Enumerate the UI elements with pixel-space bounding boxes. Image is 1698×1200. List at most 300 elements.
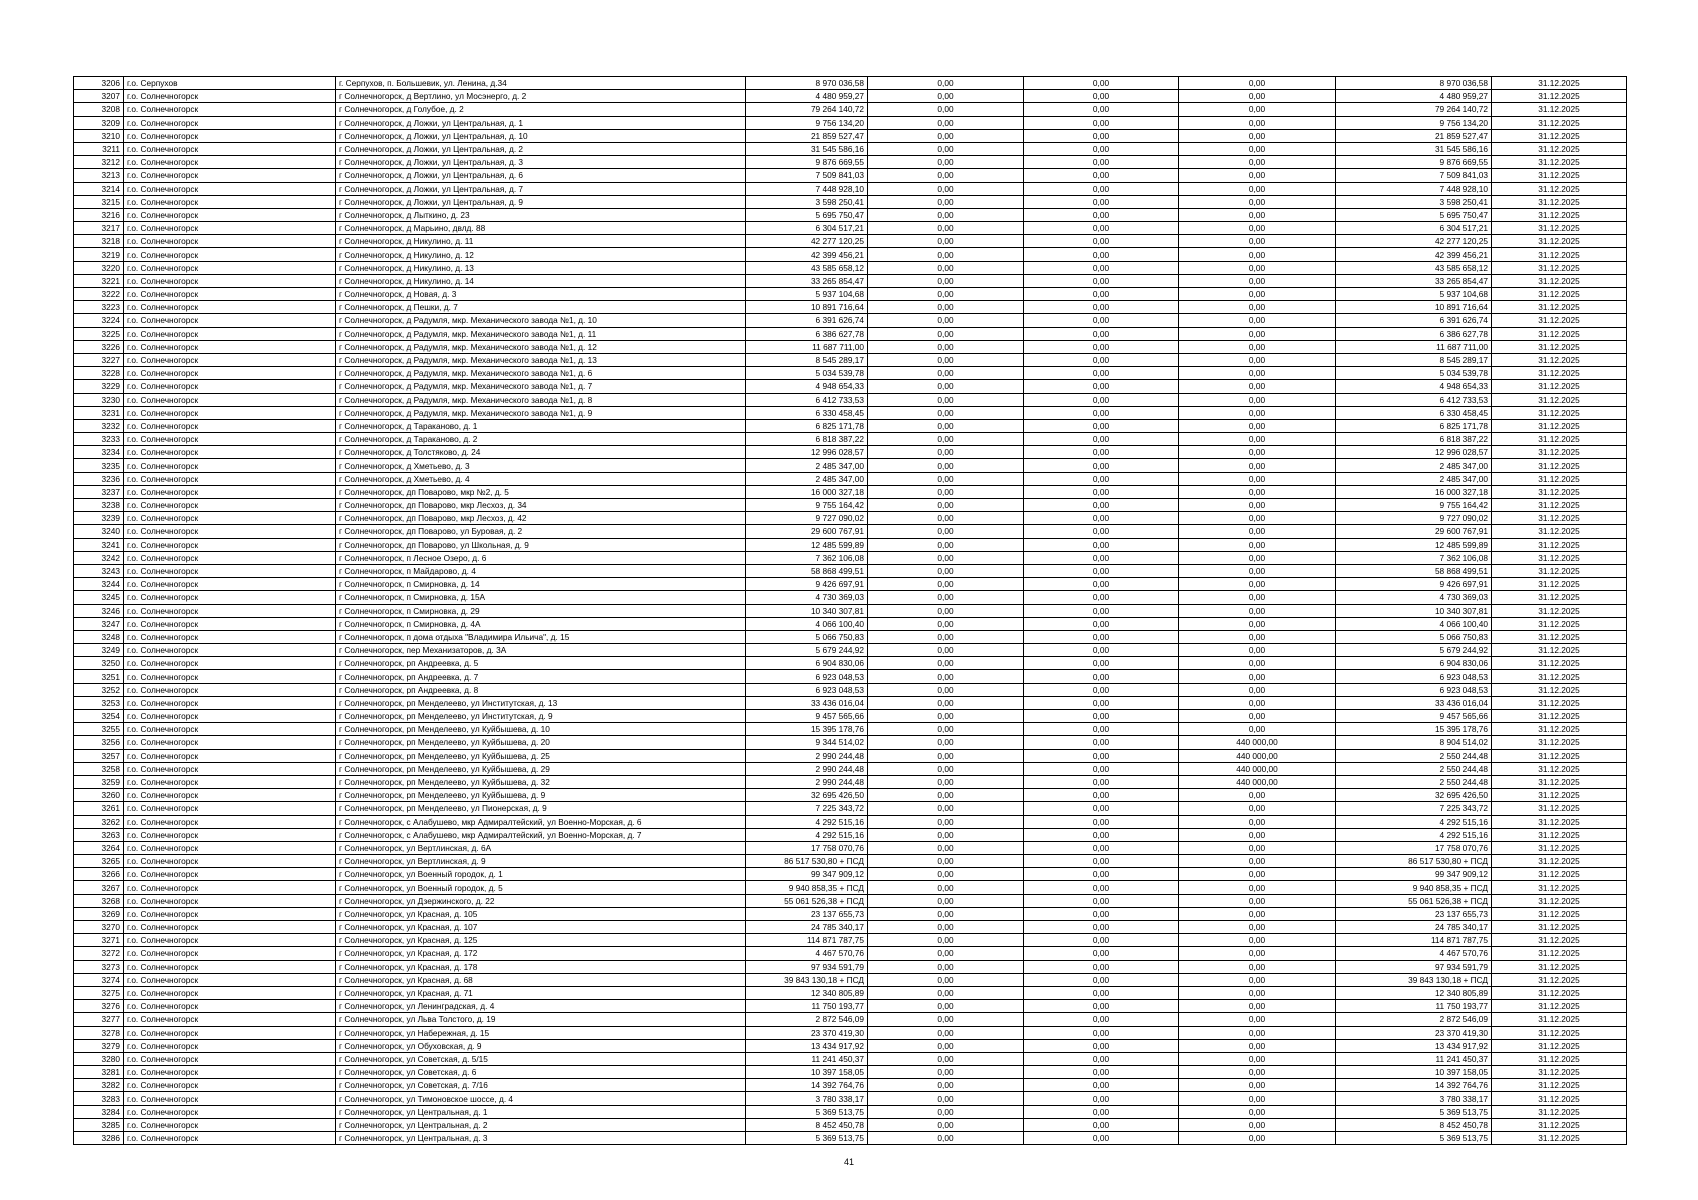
- row-number: 3260: [74, 789, 124, 802]
- total-cell: 12 485 599,89: [1336, 538, 1492, 551]
- regional-cell: 0,00: [1024, 182, 1179, 195]
- regional-cell: 0,00: [1024, 868, 1179, 881]
- fund-cell: 0,00: [868, 367, 1024, 380]
- local-cell: 0,00: [1179, 169, 1336, 182]
- row-number: 3234: [74, 446, 124, 459]
- deadline-cell: 31.12.2025: [1492, 274, 1627, 287]
- total-cell: 23 370 419,30: [1336, 1026, 1492, 1039]
- municipality-cell: г.о. Солнечногорск: [124, 802, 336, 815]
- deadline-cell: 31.12.2025: [1492, 868, 1627, 881]
- cost-cell: 2 872 546,09: [746, 1013, 868, 1026]
- address-cell: г Солнечногорск, п Смирновка, д. 14: [336, 578, 746, 591]
- row-number: 3236: [74, 472, 124, 485]
- cost-cell: 4 467 570,76: [746, 947, 868, 960]
- fund-cell: 0,00: [868, 90, 1024, 103]
- deadline-cell: 31.12.2025: [1492, 380, 1627, 393]
- table-row: [74, 828, 1627, 841]
- regional-cell: 0,00: [1024, 960, 1179, 973]
- total-cell: 9 727 090,02: [1336, 512, 1492, 525]
- row-number: 3223: [74, 301, 124, 314]
- municipality-cell: г.о. Солнечногорск: [124, 841, 336, 854]
- deadline-cell: 31.12.2025: [1492, 1079, 1627, 1092]
- row-number: 3250: [74, 657, 124, 670]
- deadline-cell: 31.12.2025: [1492, 485, 1627, 498]
- local-cell: 0,00: [1179, 1079, 1336, 1092]
- row-number: 3238: [74, 499, 124, 512]
- address-cell: г Солнечногорск, рп Менделеево, ул Институтская, д. 13: [336, 696, 746, 709]
- row-number: 3235: [74, 459, 124, 472]
- local-cell: 0,00: [1179, 934, 1336, 947]
- total-cell: 7 448 928,10: [1336, 182, 1492, 195]
- fund-cell: 0,00: [868, 235, 1024, 248]
- municipality-cell: г.о. Солнечногорск: [124, 894, 336, 907]
- municipality-cell: г.о. Солнечногорск: [124, 921, 336, 934]
- total-cell: 14 392 764,76: [1336, 1079, 1492, 1092]
- regional-cell: 0,00: [1024, 208, 1179, 221]
- address-cell: г Солнечногорск, д Ложки, ул Центральная, д. 3: [336, 156, 746, 169]
- municipality-cell: г.о. Солнечногорск: [124, 406, 336, 419]
- fund-cell: 0,00: [868, 380, 1024, 393]
- table-row: [74, 340, 1627, 353]
- local-cell: 0,00: [1179, 1026, 1336, 1039]
- local-cell: 0,00: [1179, 512, 1336, 525]
- address-cell: г Солнечногорск, ул Советская, д. 7/16: [336, 1079, 746, 1092]
- row-number: 3243: [74, 564, 124, 577]
- fund-cell: 0,00: [868, 551, 1024, 564]
- total-cell: 8 904 514,02: [1336, 736, 1492, 749]
- total-cell: 7 225 343,72: [1336, 802, 1492, 815]
- deadline-cell: 31.12.2025: [1492, 802, 1627, 815]
- municipality-cell: г.о. Солнечногорск: [124, 274, 336, 287]
- deadline-cell: 31.12.2025: [1492, 749, 1627, 762]
- cost-cell: 14 392 764,76: [746, 1079, 868, 1092]
- cost-cell: 16 000 327,18: [746, 485, 868, 498]
- deadline-cell: 31.12.2025: [1492, 841, 1627, 854]
- cost-cell: 9 755 164,42: [746, 499, 868, 512]
- fund-cell: 0,00: [868, 248, 1024, 261]
- deadline-cell: 31.12.2025: [1492, 169, 1627, 182]
- table-row: [74, 142, 1627, 155]
- table-row: [74, 512, 1627, 525]
- address-cell: г Солнечногорск, ул Центральная, д. 1: [336, 1105, 746, 1118]
- regional-cell: 0,00: [1024, 986, 1179, 999]
- fund-cell: 0,00: [868, 1013, 1024, 1026]
- address-cell: г Солнечногорск, д Радумля, мкр. Механического завода №1, д. 7: [336, 380, 746, 393]
- local-cell: 0,00: [1179, 591, 1336, 604]
- fund-cell: 0,00: [868, 973, 1024, 986]
- regional-cell: 0,00: [1024, 1092, 1179, 1105]
- row-number: 3229: [74, 380, 124, 393]
- municipality-cell: г.о. Солнечногорск: [124, 828, 336, 841]
- regional-cell: 0,00: [1024, 301, 1179, 314]
- local-cell: 440 000,00: [1179, 775, 1336, 788]
- regional-cell: 0,00: [1024, 947, 1179, 960]
- regional-cell: 0,00: [1024, 222, 1179, 235]
- address-cell: г Солнечногорск, п Смирновка, д. 29: [336, 604, 746, 617]
- local-cell: 0,00: [1179, 367, 1336, 380]
- address-cell: г Солнечногорск, д Марьино, двлд. 88: [336, 222, 746, 235]
- deadline-cell: 31.12.2025: [1492, 1118, 1627, 1131]
- table-row: [74, 921, 1627, 934]
- regional-cell: 0,00: [1024, 604, 1179, 617]
- deadline-cell: 31.12.2025: [1492, 1039, 1627, 1052]
- regional-cell: 0,00: [1024, 406, 1179, 419]
- cost-cell: 6 330 458,45: [746, 406, 868, 419]
- address-cell: г Солнечногорск, ул Красная, д. 71: [336, 986, 746, 999]
- table-row: [74, 485, 1627, 498]
- cost-cell: 5 369 513,75: [746, 1132, 868, 1145]
- total-cell: 4 292 515,16: [1336, 828, 1492, 841]
- total-cell: 12 996 028,57: [1336, 446, 1492, 459]
- fund-cell: 0,00: [868, 696, 1024, 709]
- table-row: [74, 749, 1627, 762]
- row-number: 3276: [74, 1000, 124, 1013]
- address-cell: г Солнечногорск, ул Красная, д. 68: [336, 973, 746, 986]
- address-cell: г Солнечногорск, д Радумля, мкр. Механического завода №1, д. 6: [336, 367, 746, 380]
- local-cell: 0,00: [1179, 156, 1336, 169]
- deadline-cell: 31.12.2025: [1492, 670, 1627, 683]
- cost-cell: 7 225 343,72: [746, 802, 868, 815]
- cost-cell: 43 585 658,12: [746, 261, 868, 274]
- cost-cell: 79 264 140,72: [746, 103, 868, 116]
- table-row: [74, 1118, 1627, 1131]
- regional-cell: 0,00: [1024, 855, 1179, 868]
- municipality-cell: г.о. Солнечногорск: [124, 288, 336, 301]
- municipality-cell: г.о. Солнечногорск: [124, 591, 336, 604]
- municipality-cell: г.о. Солнечногорск: [124, 881, 336, 894]
- cost-cell: 2 990 244,48: [746, 775, 868, 788]
- row-number: 3233: [74, 433, 124, 446]
- total-cell: 7 509 841,03: [1336, 169, 1492, 182]
- local-cell: 0,00: [1179, 485, 1336, 498]
- cost-cell: 2 485 347,00: [746, 472, 868, 485]
- total-cell: 42 399 456,21: [1336, 248, 1492, 261]
- municipality-cell: г.о. Солнечногорск: [124, 644, 336, 657]
- table-row: [74, 960, 1627, 973]
- address-cell: г Солнечногорск, рп Менделеево, ул Куйбышева, д. 25: [336, 749, 746, 762]
- address-cell: г Солнечногорск, дп Поварово, мкр Лесхоз, д. 34: [336, 499, 746, 512]
- cost-cell: 3 598 250,41: [746, 195, 868, 208]
- deadline-cell: 31.12.2025: [1492, 1105, 1627, 1118]
- address-cell: г Солнечногорск, д Радумля, мкр. Механического завода №1, д. 9: [336, 406, 746, 419]
- row-number: 3244: [74, 578, 124, 591]
- regional-cell: 0,00: [1024, 828, 1179, 841]
- deadline-cell: 31.12.2025: [1492, 986, 1627, 999]
- deadline-cell: 31.12.2025: [1492, 1066, 1627, 1079]
- table-row: [74, 274, 1627, 287]
- row-number: 3217: [74, 222, 124, 235]
- row-number: 3272: [74, 947, 124, 960]
- address-cell: г Солнечногорск, с Алабушево, мкр Адмиралтейский, ул Военно-Морская, д. 7: [336, 828, 746, 841]
- table-row: [74, 288, 1627, 301]
- fund-cell: 0,00: [868, 775, 1024, 788]
- address-cell: г Солнечногорск, д Ложки, ул Центральная, д. 2: [336, 142, 746, 155]
- municipality-cell: г.о. Солнечногорск: [124, 485, 336, 498]
- local-cell: 0,00: [1179, 393, 1336, 406]
- fund-cell: 0,00: [868, 182, 1024, 195]
- fund-cell: 0,00: [868, 288, 1024, 301]
- municipality-cell: г.о. Солнечногорск: [124, 617, 336, 630]
- page-number: 41: [843, 1157, 854, 1167]
- deadline-cell: 31.12.2025: [1492, 156, 1627, 169]
- deadline-cell: 31.12.2025: [1492, 710, 1627, 723]
- total-cell: 2 550 244,48: [1336, 749, 1492, 762]
- deadline-cell: 31.12.2025: [1492, 512, 1627, 525]
- municipality-cell: г.о. Солнечногорск: [124, 380, 336, 393]
- regional-cell: 0,00: [1024, 881, 1179, 894]
- address-cell: г Солнечногорск, д Ложки, ул Центральная, д. 7: [336, 182, 746, 195]
- regional-cell: 0,00: [1024, 485, 1179, 498]
- table-row: [74, 1013, 1627, 1026]
- municipality-cell: г.о. Солнечногорск: [124, 736, 336, 749]
- cost-cell: 12 340 805,89: [746, 986, 868, 999]
- local-cell: 0,00: [1179, 815, 1336, 828]
- row-number: 3242: [74, 551, 124, 564]
- total-cell: 6 923 048,53: [1336, 670, 1492, 683]
- fund-cell: 0,00: [868, 195, 1024, 208]
- fund-cell: 0,00: [868, 459, 1024, 472]
- municipality-cell: г.о. Серпухов: [124, 77, 336, 90]
- deadline-cell: 31.12.2025: [1492, 894, 1627, 907]
- fund-cell: 0,00: [868, 802, 1024, 815]
- table-row: [74, 538, 1627, 551]
- table-row: [74, 986, 1627, 999]
- address-cell: г Солнечногорск, рп Менделеево, ул Куйбышева, д. 10: [336, 723, 746, 736]
- row-number: 3210: [74, 129, 124, 142]
- regional-cell: 0,00: [1024, 169, 1179, 182]
- municipality-cell: г.о. Солнечногорск: [124, 630, 336, 643]
- local-cell: 0,00: [1179, 116, 1336, 129]
- deadline-cell: 31.12.2025: [1492, 340, 1627, 353]
- deadline-cell: 31.12.2025: [1492, 604, 1627, 617]
- municipality-cell: г.о. Солнечногорск: [124, 90, 336, 103]
- cost-cell: 33 265 854,47: [746, 274, 868, 287]
- regional-cell: 0,00: [1024, 103, 1179, 116]
- total-cell: 4 730 369,03: [1336, 591, 1492, 604]
- total-cell: 42 277 120,25: [1336, 235, 1492, 248]
- address-cell: г Солнечногорск, ул Советская, д. 6: [336, 1066, 746, 1079]
- table-row: [74, 683, 1627, 696]
- cost-cell: 13 434 917,92: [746, 1039, 868, 1052]
- address-cell: г Солнечногорск, дп Поварово, мкр №2, д. 5: [336, 485, 746, 498]
- total-cell: 2 550 244,48: [1336, 775, 1492, 788]
- cost-cell: 4 292 515,16: [746, 828, 868, 841]
- total-cell: 97 934 591,79: [1336, 960, 1492, 973]
- row-number: 3269: [74, 907, 124, 920]
- total-cell: 6 386 627,78: [1336, 327, 1492, 340]
- deadline-cell: 31.12.2025: [1492, 789, 1627, 802]
- fund-cell: 0,00: [868, 578, 1024, 591]
- row-number: 3267: [74, 881, 124, 894]
- local-cell: 0,00: [1179, 802, 1336, 815]
- total-cell: 114 871 787,75: [1336, 934, 1492, 947]
- address-cell: г Солнечногорск, д Пешки, д. 7: [336, 301, 746, 314]
- local-cell: 0,00: [1179, 947, 1336, 960]
- fund-cell: 0,00: [868, 710, 1024, 723]
- table-row: [74, 841, 1627, 854]
- row-number: 3224: [74, 314, 124, 327]
- fund-cell: 0,00: [868, 749, 1024, 762]
- municipality-cell: г.о. Солнечногорск: [124, 340, 336, 353]
- row-number: 3211: [74, 142, 124, 155]
- deadline-cell: 31.12.2025: [1492, 367, 1627, 380]
- regional-cell: 0,00: [1024, 1066, 1179, 1079]
- deadline-cell: 31.12.2025: [1492, 406, 1627, 419]
- cost-cell: 5 066 750,83: [746, 630, 868, 643]
- row-number: 3282: [74, 1079, 124, 1092]
- regional-cell: 0,00: [1024, 973, 1179, 986]
- address-cell: г Солнечногорск, д Хметьево, д. 4: [336, 472, 746, 485]
- total-cell: 16 000 327,18: [1336, 485, 1492, 498]
- fund-cell: 0,00: [868, 222, 1024, 235]
- address-cell: г Солнечногорск, ул Красная, д. 172: [336, 947, 746, 960]
- cost-cell: 2 990 244,48: [746, 749, 868, 762]
- deadline-cell: 31.12.2025: [1492, 248, 1627, 261]
- fund-cell: 0,00: [868, 881, 1024, 894]
- table-row: [74, 327, 1627, 340]
- municipality-cell: г.о. Солнечногорск: [124, 657, 336, 670]
- fund-cell: 0,00: [868, 921, 1024, 934]
- fund-cell: 0,00: [868, 1092, 1024, 1105]
- cost-cell: 3 780 338,17: [746, 1092, 868, 1105]
- cost-cell: 9 344 514,02: [746, 736, 868, 749]
- row-number: 3271: [74, 934, 124, 947]
- municipality-cell: г.о. Солнечногорск: [124, 472, 336, 485]
- row-number: 3286: [74, 1132, 124, 1145]
- local-cell: 0,00: [1179, 617, 1336, 630]
- total-cell: 8 452 450,78: [1336, 1118, 1492, 1131]
- regional-cell: 0,00: [1024, 841, 1179, 854]
- row-number: 3257: [74, 749, 124, 762]
- total-cell: 6 330 458,45: [1336, 406, 1492, 419]
- total-cell: 6 818 387,22: [1336, 433, 1492, 446]
- local-cell: 0,00: [1179, 1105, 1336, 1118]
- deadline-cell: 31.12.2025: [1492, 419, 1627, 432]
- municipality-cell: г.о. Солнечногорск: [124, 446, 336, 459]
- table-row: [74, 1132, 1627, 1145]
- row-number: 3230: [74, 393, 124, 406]
- row-number: 3252: [74, 683, 124, 696]
- total-cell: 10 891 716,64: [1336, 301, 1492, 314]
- row-number: 3284: [74, 1105, 124, 1118]
- deadline-cell: 31.12.2025: [1492, 855, 1627, 868]
- table-row: [74, 1079, 1627, 1092]
- deadline-cell: 31.12.2025: [1492, 617, 1627, 630]
- address-cell: г Солнечногорск, ул Льва Толстого, д. 19: [336, 1013, 746, 1026]
- total-cell: 17 758 070,76: [1336, 841, 1492, 854]
- regional-cell: 0,00: [1024, 77, 1179, 90]
- total-cell: 9 426 697,91: [1336, 578, 1492, 591]
- address-cell: г Солнечногорск, ул Дзержинского, д. 22: [336, 894, 746, 907]
- program-table: [73, 76, 1627, 1145]
- local-cell: 0,00: [1179, 472, 1336, 485]
- local-cell: 0,00: [1179, 1132, 1336, 1145]
- regional-cell: 0,00: [1024, 419, 1179, 432]
- regional-cell: 0,00: [1024, 327, 1179, 340]
- deadline-cell: 31.12.2025: [1492, 578, 1627, 591]
- regional-cell: 0,00: [1024, 512, 1179, 525]
- table-row: [74, 617, 1627, 630]
- local-cell: 0,00: [1179, 907, 1336, 920]
- cost-cell: 97 934 591,79: [746, 960, 868, 973]
- regional-cell: 0,00: [1024, 116, 1179, 129]
- regional-cell: 0,00: [1024, 340, 1179, 353]
- deadline-cell: 31.12.2025: [1492, 907, 1627, 920]
- table-row: [74, 1105, 1627, 1118]
- cost-cell: 4 480 959,27: [746, 90, 868, 103]
- municipality-cell: г.о. Солнечногорск: [124, 248, 336, 261]
- deadline-cell: 31.12.2025: [1492, 775, 1627, 788]
- regional-cell: 0,00: [1024, 525, 1179, 538]
- municipality-cell: г.о. Солнечногорск: [124, 512, 336, 525]
- total-cell: 9 457 565,66: [1336, 710, 1492, 723]
- municipality-cell: г.о. Солнечногорск: [124, 696, 336, 709]
- cost-cell: 31 545 586,16: [746, 142, 868, 155]
- table-row: [74, 578, 1627, 591]
- regional-cell: 0,00: [1024, 1118, 1179, 1131]
- row-number: 3278: [74, 1026, 124, 1039]
- fund-cell: 0,00: [868, 1052, 1024, 1065]
- row-number: 3253: [74, 696, 124, 709]
- regional-cell: 0,00: [1024, 538, 1179, 551]
- cost-cell: 39 843 130,18 + ПСД: [746, 973, 868, 986]
- municipality-cell: г.о. Солнечногорск: [124, 1079, 336, 1092]
- cost-cell: 9 876 669,55: [746, 156, 868, 169]
- fund-cell: 0,00: [868, 894, 1024, 907]
- address-cell: г Солнечногорск, д Толстяково, д. 24: [336, 446, 746, 459]
- row-number: 3212: [74, 156, 124, 169]
- row-number: 3280: [74, 1052, 124, 1065]
- local-cell: 0,00: [1179, 960, 1336, 973]
- address-cell: г Солнечногорск, д Радумля, мкр. Механического завода №1, д. 13: [336, 353, 746, 366]
- total-cell: 39 843 130,18 + ПСД: [1336, 973, 1492, 986]
- regional-cell: 0,00: [1024, 1013, 1179, 1026]
- fund-cell: 0,00: [868, 591, 1024, 604]
- local-cell: 0,00: [1179, 696, 1336, 709]
- regional-cell: 0,00: [1024, 564, 1179, 577]
- address-cell: г Солнечногорск, дп Поварово, ул Буровая, д. 2: [336, 525, 746, 538]
- fund-cell: 0,00: [868, 604, 1024, 617]
- deadline-cell: 31.12.2025: [1492, 314, 1627, 327]
- table-row: [74, 1092, 1627, 1105]
- municipality-cell: г.о. Солнечногорск: [124, 142, 336, 155]
- total-cell: 2 485 347,00: [1336, 459, 1492, 472]
- municipality-cell: г.о. Солнечногорск: [124, 762, 336, 775]
- address-cell: г Солнечногорск, пер Механизаторов, д. 3А: [336, 644, 746, 657]
- address-cell: г Солнечногорск, д Голубое, д. 2: [336, 103, 746, 116]
- local-cell: 0,00: [1179, 828, 1336, 841]
- total-cell: 33 436 016,04: [1336, 696, 1492, 709]
- fund-cell: 0,00: [868, 1132, 1024, 1145]
- municipality-cell: г.о. Солнечногорск: [124, 789, 336, 802]
- address-cell: г Солнечногорск, ул Вертлинская, д. 6А: [336, 841, 746, 854]
- deadline-cell: 31.12.2025: [1492, 696, 1627, 709]
- municipality-cell: г.о. Солнечногорск: [124, 710, 336, 723]
- address-cell: г Солнечногорск, рп Менделеево, ул Куйбышева, д. 32: [336, 775, 746, 788]
- cost-cell: 6 391 626,74: [746, 314, 868, 327]
- municipality-cell: г.о. Солнечногорск: [124, 182, 336, 195]
- total-cell: 9 755 164,42: [1336, 499, 1492, 512]
- regional-cell: 0,00: [1024, 288, 1179, 301]
- row-number: 3273: [74, 960, 124, 973]
- municipality-cell: г.о. Солнечногорск: [124, 301, 336, 314]
- municipality-cell: г.о. Солнечногорск: [124, 116, 336, 129]
- deadline-cell: 31.12.2025: [1492, 222, 1627, 235]
- address-cell: г Солнечногорск, ул Ленинградская, д. 4: [336, 1000, 746, 1013]
- row-number: 3220: [74, 261, 124, 274]
- municipality-cell: г.о. Солнечногорск: [124, 538, 336, 551]
- municipality-cell: г.о. Солнечногорск: [124, 156, 336, 169]
